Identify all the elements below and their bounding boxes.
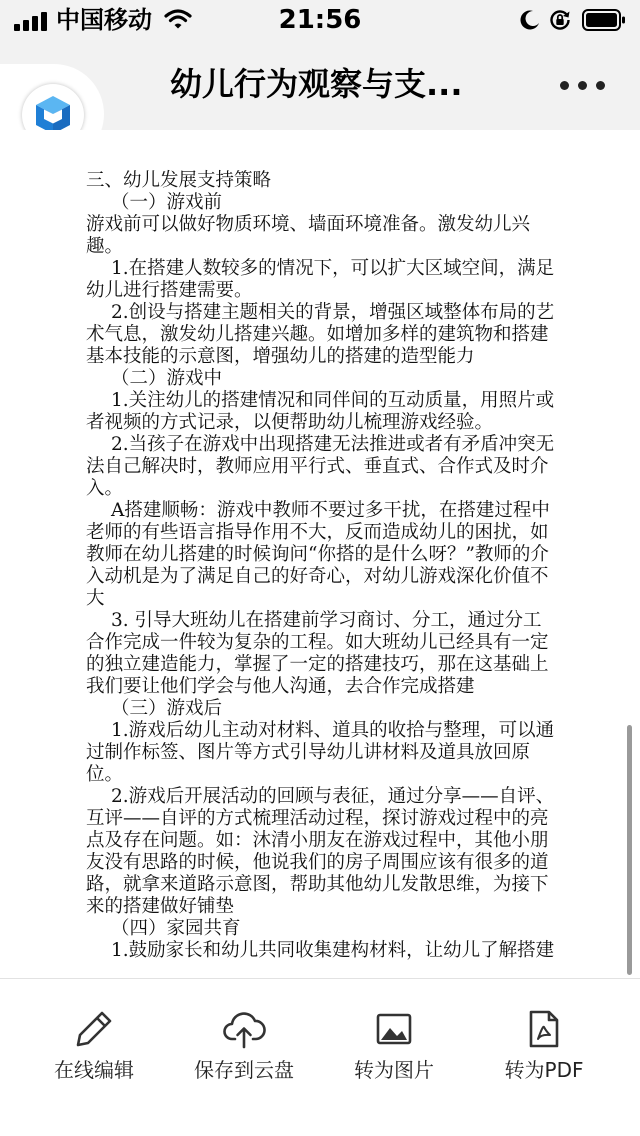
more-menu-button[interactable] xyxy=(558,68,608,98)
document-paragraph: 3. 引导大班幼儿在搭建前学习商讨、分工，通过分工合作完成一件较为复杂的工程。如大班幼儿已经具有一定的独立建造能力，掌握了一定的搭建技巧，那在这基础上我们要让他们学会与他人沟通，去合作完成搭建 xyxy=(86,610,549,697)
document-paragraph: 1.游戏后幼儿主动对材料、道具的收拾与整理，可以通过制作标签、图片等方式引导幼儿讲材料及道具放回原位。 xyxy=(86,720,555,785)
convert-to-pdf-label: 转为PDF xyxy=(504,1058,584,1082)
convert-to-image-label: 转为图片 xyxy=(354,1058,434,1082)
document-paragraph: 2.游戏后开展活动的回顾与表征，通过分享——自评、互评——自评的方式梳理活动过程，探讨游戏过程中的亮点及存在问题。如：沐清小朋友在游戏过程中，其他小朋友没有思路的时候，他说我们的房子周围应该有很多的道路，就拿来道路示意图，帮助其他幼儿发散思维，为接下来的搭建做好铺垫 xyxy=(86,786,555,917)
page-title: 幼儿行为观察与支... xyxy=(170,65,463,103)
document-body xyxy=(86,170,560,962)
online-edit-button[interactable] xyxy=(14,979,174,1136)
document-viewer[interactable] xyxy=(0,130,640,978)
rotation-lock-icon xyxy=(548,8,572,32)
scrollbar[interactable] xyxy=(627,725,632,975)
status-bar xyxy=(0,0,640,40)
document-paragraph: 游戏前可以做好物质环境、墙面环境准备。激发幼儿兴趣。 xyxy=(86,214,531,257)
document-paragraph: （四）家园共育 xyxy=(111,918,241,939)
moon-icon xyxy=(518,8,542,32)
document-paragraph: （二）游戏中 xyxy=(111,368,223,389)
document-paragraph: （一）游戏前 xyxy=(111,192,223,213)
document-paragraph: 三、幼儿发展支持策略 xyxy=(86,170,272,191)
document-paragraph: 2.当孩子在游戏中出现搭建无法推进或者有矛盾冲突无法自己解决时，教师应用平行式、垂直式、合作式及时介入。 xyxy=(86,434,555,499)
carrier-name: 中国移动 xyxy=(56,6,152,34)
battery-icon xyxy=(582,9,626,31)
convert-to-pdf-button[interactable] xyxy=(464,979,624,1136)
pdf-icon xyxy=(522,1007,566,1051)
cloud-upload-icon xyxy=(222,1007,266,1051)
document-paragraph: A搭建顺畅：游戏中教师不要过多干扰，在搭建过程中老师的有些语言指导作用不大，反而造成幼儿的困扰，如教师在幼儿搭建的时候询问“你搭的是什么呀？”教师的介入动机是为了满足自己的好奇心，对幼儿游戏深化价值不大 xyxy=(86,500,550,609)
pencil-icon xyxy=(72,1007,116,1051)
document-paragraph: 1.在搭建人数较多的情况下，可以扩大区域空间，满足幼儿进行搭建需要。 xyxy=(86,258,555,301)
document-paragraph: 1.鼓励家长和幼儿共同收集建构材料，让幼儿了解搭建 xyxy=(111,940,555,961)
clock: 21:56 xyxy=(278,5,362,35)
image-icon xyxy=(372,1007,416,1051)
online-edit-label: 在线编辑 xyxy=(54,1058,134,1082)
document-paragraph: （三）游戏后 xyxy=(111,698,223,719)
save-to-cloud-button[interactable] xyxy=(164,979,324,1136)
convert-to-image-button[interactable] xyxy=(314,979,474,1136)
document-paragraph: 1.关注幼儿的搭建情况和同伴间的互动质量，用照片或者视频的方式记录，以便帮助幼儿梳理游戏经验。 xyxy=(86,390,555,433)
document-paragraph: 2.创设与搭建主题相关的背景，增强区域整体布局的艺术气息，激发幼儿搭建兴趣。如增加多样的建筑物和搭建基本技能的示意图，增强幼儿的搭建的造型能力 xyxy=(86,302,555,367)
save-to-cloud-label: 保存到云盘 xyxy=(194,1058,294,1082)
bottom-toolbar xyxy=(0,978,640,1136)
